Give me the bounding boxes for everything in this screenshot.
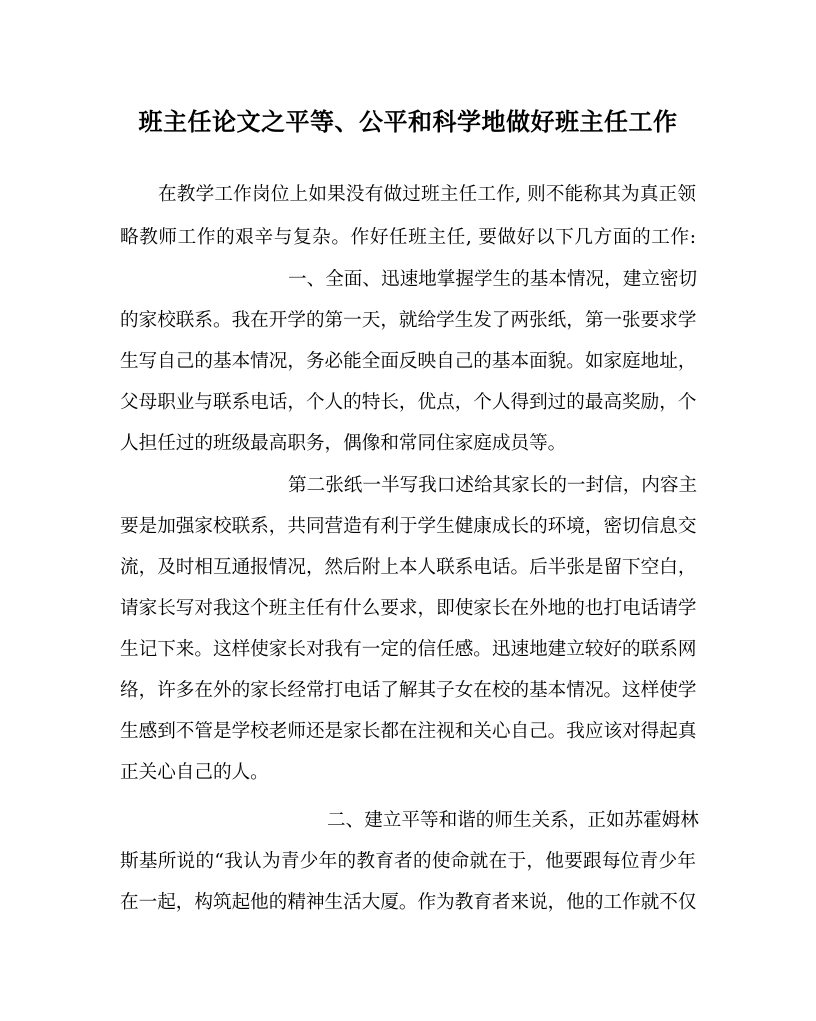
paragraph-line: 的家校联系。我在开学的第一天，就给学生发了两张纸，第一张要求学 xyxy=(120,310,697,331)
paragraph-line: 斯基所说的“我认为青少年的教育者的使命就在于，他要跟每位青少年 xyxy=(120,851,696,872)
paragraph-line: 在一起，构筑起他的精神生活大厦。作为教育者来说，他的工作就不仅 xyxy=(120,892,697,913)
paragraph-line: 一、全面、迅速地掌握学生的基本情况，建立密切 xyxy=(288,269,698,290)
paragraph-line: 人担任过的班级最高职务，偶像和常同住家庭成员等。 xyxy=(120,433,567,454)
paragraph-line: 正关心自己的人。 xyxy=(120,762,269,783)
paragraph-line: 请家长写对我这个班主任有什么要求，即使家长在外地的也打电话请学 xyxy=(120,598,697,619)
paragraph-line: 第二张纸一半写我口述给其家长的一封信，内容主 xyxy=(288,475,698,496)
paragraph-line: 生记下来。这样使家长对我有一定的信任感。迅速地建立较好的联系网 xyxy=(120,639,697,660)
paragraph-line: 要是加强家校联系，共同营造有利于学生健康成长的环境，密切信息交 xyxy=(120,516,697,537)
paragraph-line: 父母职业与联系电话，个人的特长，优点，个人得到过的最高奖励，个 xyxy=(120,392,697,413)
paragraph-line: 生写自己的基本情况，务必能全面反映自己的基本面貌。如家庭地址， xyxy=(120,351,697,372)
paragraph-line: 络，许多在外的家长经常打电话了解其子女在校的基本情况。这样使学 xyxy=(120,680,697,701)
paragraph-line: 流，及时相互通报情况，然后附上本人联系电话。后半张是留下空白， xyxy=(120,557,697,578)
paragraph-line: 在教学工作岗位上如果没有做过班主任工作, 则不能称其为真正领 xyxy=(158,184,696,205)
paragraph-line: 生感到不管是学校老师还是家长都在注视和关心自己。我应该对得起真 xyxy=(120,721,697,742)
paragraph-line: 二、建立平等和谐的师生关系，正如苏霍姆林 xyxy=(327,810,699,831)
document-title: 班主任论文之平等、公平和科学地做好班主任工作 xyxy=(138,107,678,136)
paragraph-line: 略教师工作的艰辛与复杂。作好任班主任, 要做好以下几方面的工作: xyxy=(120,227,696,248)
